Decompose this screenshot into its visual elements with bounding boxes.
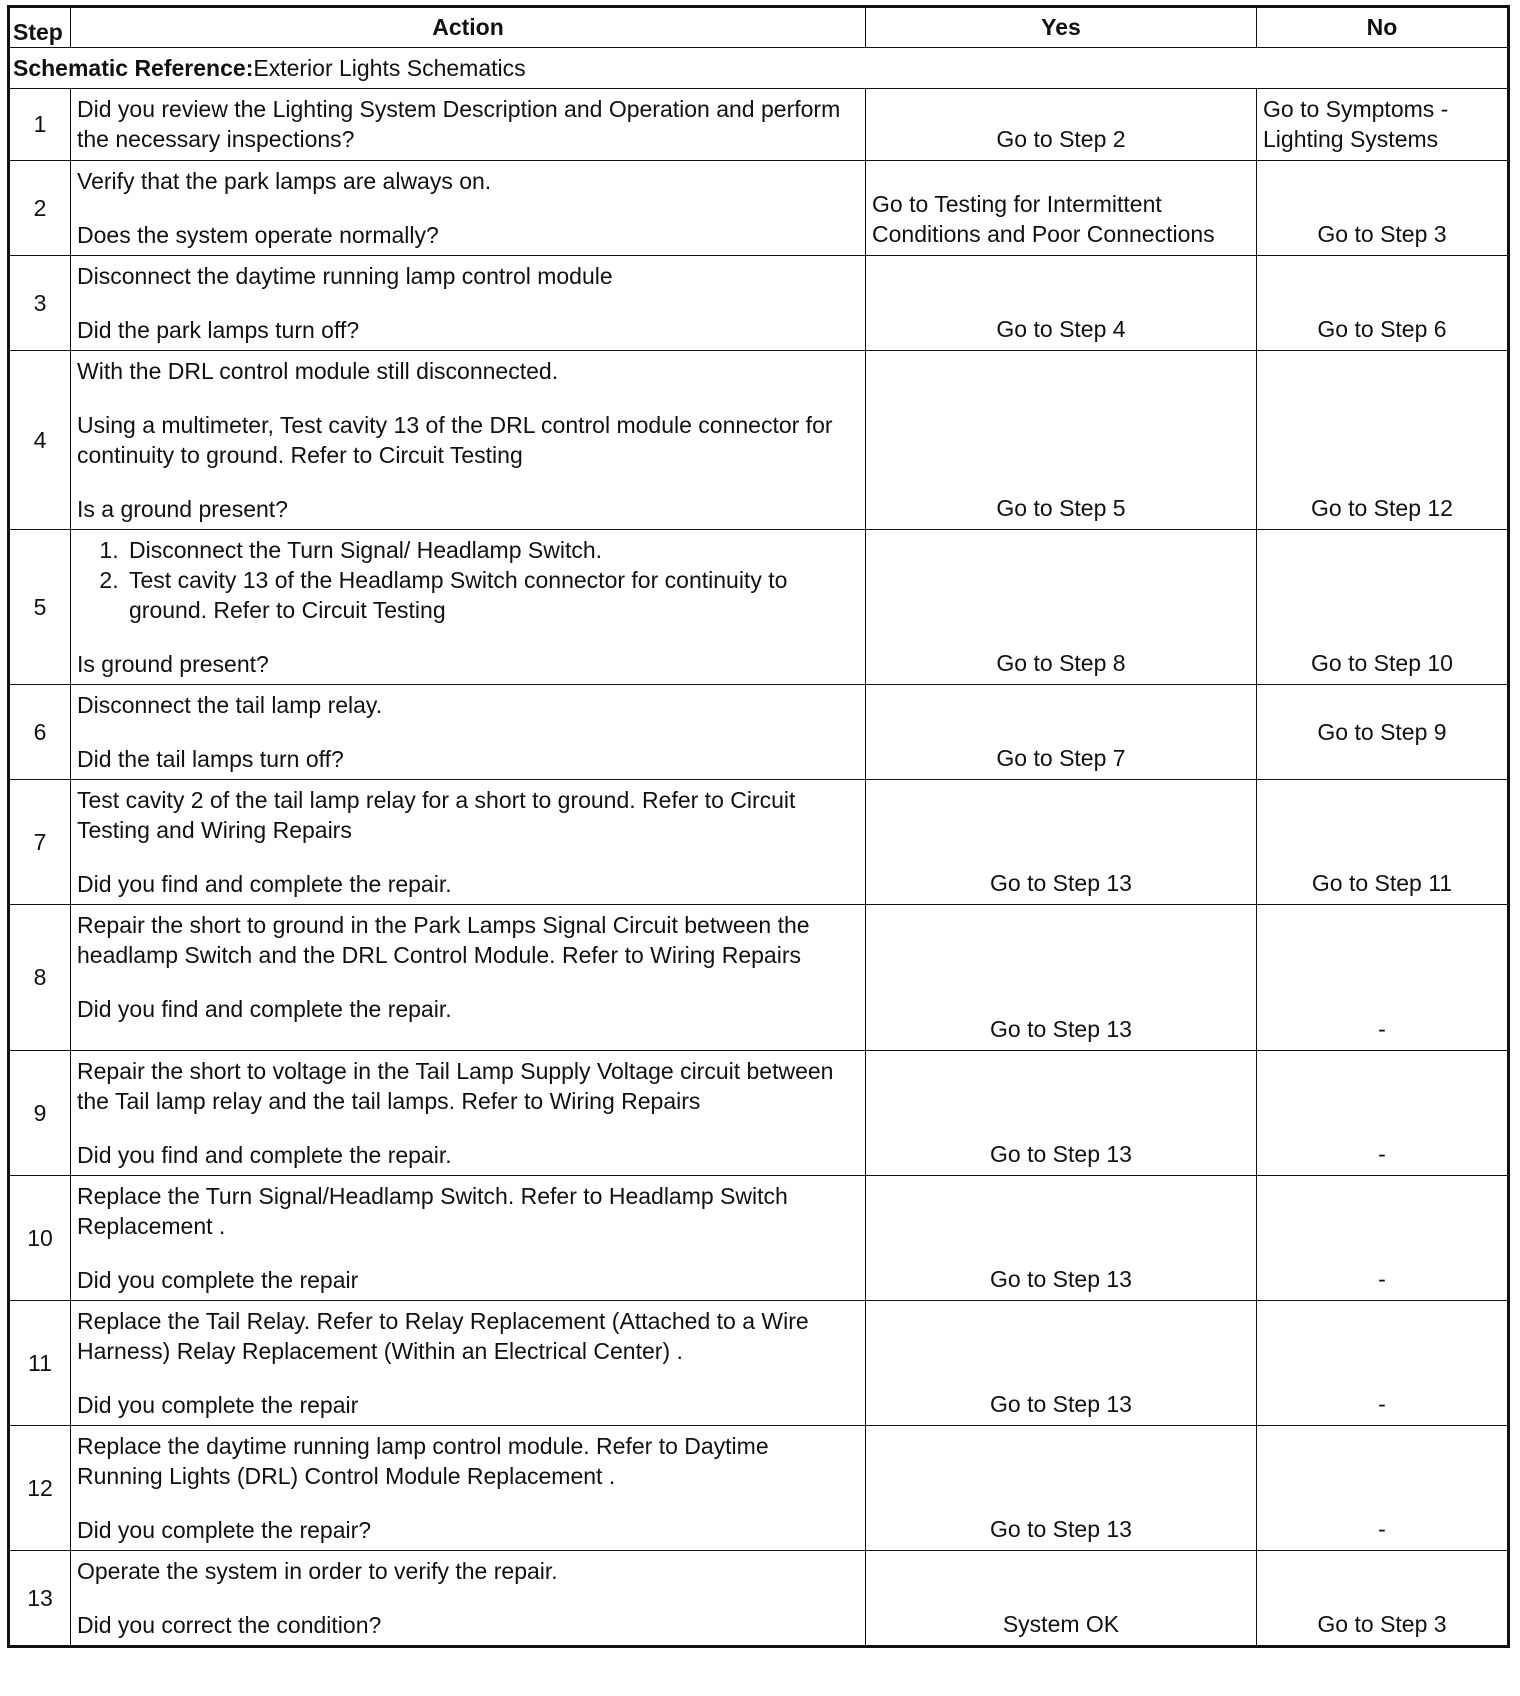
no-outcome: - bbox=[1257, 1301, 1509, 1426]
table-row bbox=[9, 685, 1509, 780]
action-text: Test cavity 2 of the tail lamp relay for a short to ground. Refer to Circuit Testing and Wiring Repairs bbox=[77, 787, 796, 843]
yes-outcome[interactable]: Go to Step 7 bbox=[866, 685, 1257, 780]
no-outcome[interactable]: Go to Step 3 bbox=[1257, 161, 1509, 256]
schematic-reference-label: Schematic Reference bbox=[13, 54, 246, 81]
action-text: Repair the short to voltage in the Tail Lamp Supply Voltage circuit between the Tail lamp relay and the tail lamps. Refer to Wiring Repairs bbox=[77, 1058, 834, 1114]
action-text: Did you review the Lighting System Description and Operation and perform the necessary inspections? bbox=[77, 96, 841, 152]
no-outcome[interactable]: Go to Step 10 bbox=[1257, 530, 1509, 685]
action-step-item: 2. Test cavity 13 of the Headlamp Switch connector for continuity to ground. Refer to Circuit Testing bbox=[125, 565, 859, 625]
yes-outcome[interactable]: Go to Step 13 bbox=[866, 905, 1257, 1051]
step-number: 9 bbox=[9, 1051, 71, 1176]
action-text: Using a multimeter, Test cavity 13 of the DRL control module connector for continuity to ground. Refer to Circuit Testing bbox=[77, 412, 833, 468]
no-outcome[interactable]: Go to Step 3 bbox=[1257, 1551, 1509, 1647]
step-number: 8 bbox=[9, 905, 71, 1051]
diagnostic-table bbox=[7, 5, 1510, 1648]
table-row bbox=[9, 1301, 1509, 1426]
no-outcome[interactable]: Go to Step 6 bbox=[1257, 256, 1509, 351]
action-question: Did the tail lamps turn off? bbox=[77, 746, 344, 772]
action-step-item: 1. Disconnect the Turn Signal/ Headlamp Switch. bbox=[125, 535, 859, 565]
step-number: 6 bbox=[9, 685, 71, 780]
step-number: 2 bbox=[9, 161, 71, 256]
action-text: Disconnect the daytime running lamp control module bbox=[77, 263, 613, 289]
step-number: 13 bbox=[9, 1551, 71, 1647]
step-number: 3 bbox=[9, 256, 71, 351]
table-row bbox=[9, 256, 1509, 351]
table-row bbox=[9, 780, 1509, 905]
yes-outcome[interactable]: Go to Step 8 bbox=[866, 530, 1257, 685]
table-row bbox=[9, 351, 1509, 530]
action-text: Disconnect the tail lamp relay. bbox=[77, 692, 383, 718]
action-cell bbox=[71, 905, 866, 1051]
no-outcome[interactable]: Go to Step 12 bbox=[1257, 351, 1509, 530]
action-question: Did you find and complete the repair. bbox=[77, 996, 452, 1022]
action-cell bbox=[71, 780, 866, 905]
column-header-no: No bbox=[1257, 7, 1509, 48]
table-row bbox=[9, 89, 1509, 161]
yes-outcome[interactable]: Go to Step 13 bbox=[866, 1176, 1257, 1301]
table-row bbox=[9, 530, 1509, 685]
yes-outcome: System OK bbox=[866, 1551, 1257, 1647]
no-outcome: - bbox=[1257, 1426, 1509, 1551]
action-text: With the DRL control module still disconnected. bbox=[77, 358, 559, 384]
action-question: Did you complete the repair bbox=[77, 1392, 359, 1418]
action-cell bbox=[71, 89, 866, 161]
yes-outcome[interactable]: Go to Step 2 bbox=[866, 89, 1257, 161]
action-question: Is ground present? bbox=[77, 651, 269, 677]
action-text: Replace the daytime running lamp control module. Refer to Daytime Running Lights (DRL) Control Module Replacement . bbox=[77, 1433, 769, 1489]
table-row bbox=[9, 1176, 1509, 1301]
action-question: Did you complete the repair bbox=[77, 1267, 359, 1293]
yes-outcome[interactable]: Go to Testing for Intermittent Conditions and Poor Connections bbox=[866, 161, 1257, 256]
yes-outcome[interactable]: Go to Step 5 bbox=[866, 351, 1257, 530]
table-row bbox=[9, 1426, 1509, 1551]
table-row bbox=[9, 1551, 1509, 1647]
table-row bbox=[9, 1051, 1509, 1176]
action-cell bbox=[71, 1426, 866, 1551]
step-number: 4 bbox=[9, 351, 71, 530]
schematic-reference-cell bbox=[9, 48, 1509, 89]
action-text: Operate the system in order to verify the repair. bbox=[77, 1558, 558, 1584]
column-header-yes: Yes bbox=[866, 7, 1257, 48]
step-number: 1 bbox=[9, 89, 71, 161]
yes-outcome[interactable]: Go to Step 13 bbox=[866, 780, 1257, 905]
action-text: Verify that the park lamps are always on. bbox=[77, 168, 492, 194]
action-text: Replace the Tail Relay. Refer to Relay Replacement (Attached to a Wire Harness) Relay Replacement (Within an Electrical Center) . bbox=[77, 1308, 809, 1364]
column-header-action: Action bbox=[71, 7, 866, 48]
action-cell bbox=[71, 351, 866, 530]
schematic-reference-separator: : bbox=[245, 54, 254, 81]
no-outcome[interactable]: Go to Symptoms - Lighting Systems bbox=[1257, 89, 1509, 161]
table-header-row bbox=[9, 7, 1509, 48]
action-text: Replace the Turn Signal/Headlamp Switch. Refer to Headlamp Switch Replacement . bbox=[77, 1183, 788, 1239]
action-cell bbox=[71, 1176, 866, 1301]
action-cell bbox=[71, 530, 866, 685]
no-outcome: - bbox=[1257, 1051, 1509, 1176]
step-number: 12 bbox=[9, 1426, 71, 1551]
action-question: Did you find and complete the repair. bbox=[77, 871, 452, 897]
action-cell bbox=[71, 256, 866, 351]
schematic-reference-link[interactable]: Exterior Lights Schematics bbox=[253, 54, 526, 81]
action-question: Did you complete the repair? bbox=[77, 1517, 372, 1543]
diagnostic-table-container bbox=[7, 5, 1507, 1648]
yes-outcome[interactable]: Go to Step 4 bbox=[866, 256, 1257, 351]
action-question: Does the system operate normally? bbox=[77, 222, 439, 248]
yes-outcome[interactable]: Go to Step 13 bbox=[866, 1301, 1257, 1426]
step-number: 5 bbox=[9, 530, 71, 685]
no-outcome: - bbox=[1257, 1176, 1509, 1301]
yes-outcome[interactable]: Go to Step 13 bbox=[866, 1426, 1257, 1551]
action-question: Is a ground present? bbox=[77, 496, 288, 522]
action-cell bbox=[71, 1051, 866, 1176]
action-cell bbox=[71, 1551, 866, 1647]
no-outcome[interactable]: Go to Step 11 bbox=[1257, 780, 1509, 905]
no-outcome[interactable]: Go to Step 9 bbox=[1257, 685, 1509, 780]
step-number: 11 bbox=[9, 1301, 71, 1426]
action-cell bbox=[71, 1301, 866, 1426]
yes-outcome[interactable]: Go to Step 13 bbox=[866, 1051, 1257, 1176]
action-question: Did you correct the condition? bbox=[77, 1612, 382, 1638]
action-cell bbox=[71, 685, 866, 780]
step-number: 7 bbox=[9, 780, 71, 905]
schematic-reference-row bbox=[9, 48, 1509, 89]
table-row bbox=[9, 161, 1509, 256]
table-row bbox=[9, 905, 1509, 1051]
no-outcome: - bbox=[1257, 905, 1509, 1051]
action-text: Repair the short to ground in the Park Lamps Signal Circuit between the headlamp Switch and the DRL Control Module. Refer to Wiring Repairs bbox=[77, 912, 810, 968]
column-header-step: Step bbox=[9, 7, 71, 48]
action-steps-list bbox=[77, 535, 859, 625]
action-question: Did you find and complete the repair. bbox=[77, 1142, 452, 1168]
action-question: Did the park lamps turn off? bbox=[77, 317, 360, 343]
action-cell bbox=[71, 161, 866, 256]
step-number: 10 bbox=[9, 1176, 71, 1301]
